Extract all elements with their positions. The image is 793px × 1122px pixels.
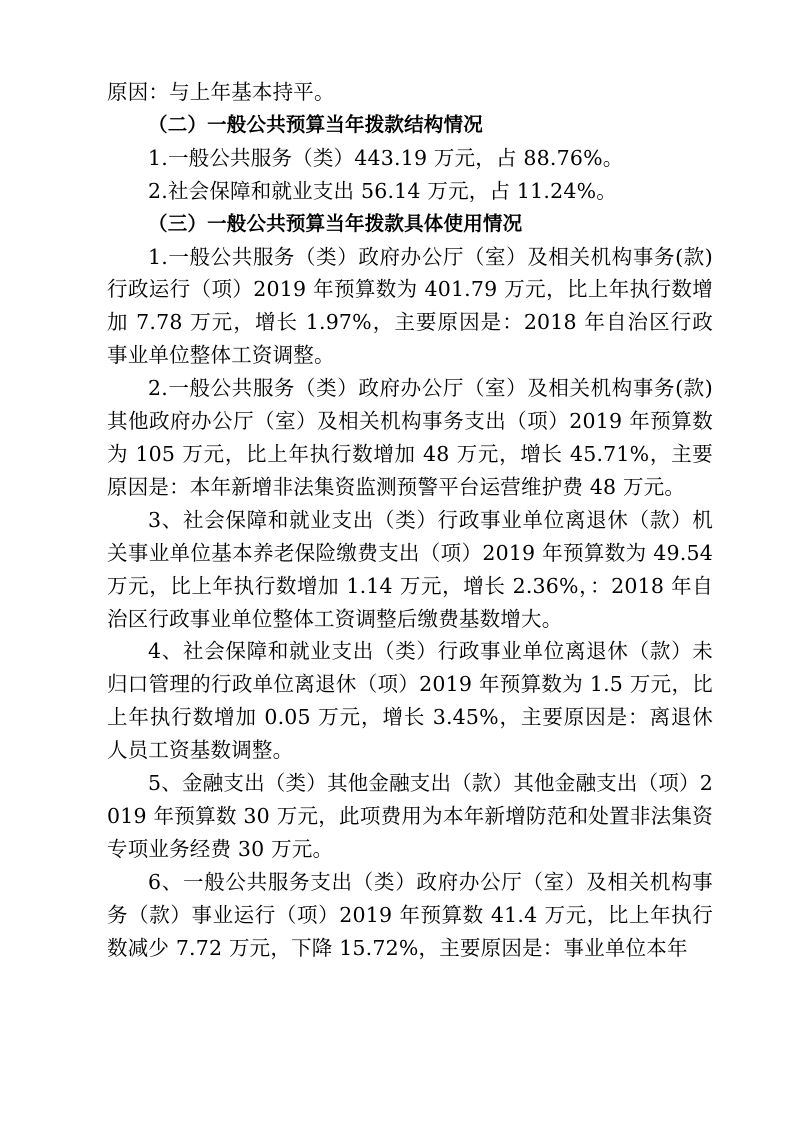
paragraph-usage-item-6: 6、一般公共服务支出（类）政府办公厅（室）及相关机构事务（款）事业运行（项）2019 年预算数 41.4 万元，比上年执行数减少 7.72 万元，下降 15.72%，主要原因是：事业单位本年 [107, 869, 713, 960]
paragraph-usage-item-5: 5、金融支出（类）其他金融支出（款）其他金融支出（项）2019 年预算数 30 万元，此项费用为本年新增防范和处置非法集资专项业务经费 30 万元。 [107, 771, 713, 861]
document-body [107, 76, 713, 964]
paragraph-usage-item-3: 3、社会保障和就业支出（类）行政事业单位离退休（款）机关事业单位基本养老保险缴费支出（项）2019 年预算数为 49.54 万元，比上年执行数增加 1.14 万元，增长 2.36%，：2018 年自治区行政事业单位整体工资调整后缴费基数增大。 [107, 507, 713, 631]
paragraph-usage-item-1: 1.一般公共服务（类）政府办公厅（室）及相关机构事务(款)行政运行（项）2019 年预算数为 401.79 万元，比上年执行数增加 7.78 万元，增长 1.97%，主要原因是：2018 年自治区行政事业单位整体工资调整。 [107, 244, 713, 368]
paragraph-usage-item-4: 4、社会保障和就业支出（类）行政事业单位离退休（款）未归口管理的行政单位离退休（项）2019 年预算数为 1.5 万元，比上年执行数增加 0.05 万元，增长 3.45%，主要原因是：离退休人员工资基数调整。 [107, 639, 713, 763]
section-heading-usage: （三）一般公共预算当年拨款具体使用情况 [148, 211, 523, 235]
paragraph-usage-item-2: 2.一般公共服务（类）政府办公厅（室）及相关机构事务(款)其他政府办公厅（室）及相关机构事务支出（项）2019 年预算数为 105 万元，比上年执行数增加 48 万元，增长 45.71%，主要原因是：本年新增非法集资监测预警平台运营维护费 48 万元。 [107, 376, 713, 499]
paragraph-structure-item-1: 1.一般公共服务（类）443.19 万元，占 88.76%。 [148, 145, 624, 170]
paragraph-reason-continuation: 原因：与上年基本持平。 [107, 80, 335, 104]
paragraph-structure-item-2: 2.社会保障和就业支出 56.14 万元，占 11.24%。 [148, 178, 617, 203]
section-heading-structure: （二）一般公共预算当年拨款结构情况 [148, 112, 483, 136]
